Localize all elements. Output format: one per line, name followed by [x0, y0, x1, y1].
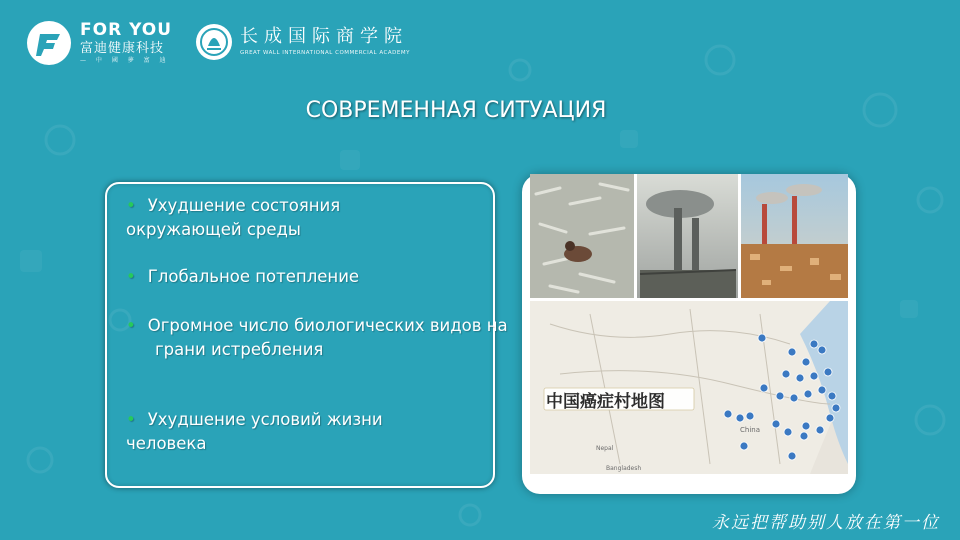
bullet-item: [126, 408, 386, 456]
academy-name: 长成国际商学院: [240, 26, 408, 47]
foryou-logo-icon: [26, 20, 72, 66]
dead-fish-photo: [530, 174, 634, 298]
pollution-collage: [530, 174, 848, 474]
map-label-china: China: [740, 426, 760, 434]
bullet-text: Ухудшение состояния окружающей среды: [126, 196, 341, 239]
academy-english-name: GREAT WALL INTERNATIONAL COMMERCIAL ACADEMY: [240, 50, 410, 56]
landfill-photo: [741, 174, 848, 298]
cancer-villages-map: [530, 301, 848, 474]
map-label-nepal: Nepal: [596, 445, 614, 452]
bullet-item: [126, 194, 426, 242]
bullet-text: Глобальное потепление: [147, 267, 360, 286]
bullet-marker: •: [126, 267, 136, 286]
bullet-marker: •: [126, 410, 136, 429]
pollution-collage-graphic: [530, 174, 848, 474]
bullet-marker: •: [126, 316, 136, 335]
academy-emblem-icon: [194, 22, 234, 62]
bullet-text: Огромное число биологических видов на грани истребления: [147, 316, 508, 359]
slide-title: СОВРЕМЕННАЯ СИТУАЦИЯ: [305, 98, 607, 123]
bullet-item: [126, 265, 466, 289]
map-label-bangladesh: Bangladesh: [606, 465, 642, 472]
map-title: 中国癌症村地图: [546, 392, 665, 412]
foryou-logo: [26, 20, 172, 66]
footer-slogan: 永远把帮助别人放在第一位: [712, 513, 940, 533]
bullet-item: [126, 314, 511, 362]
factory-smoke-photo: [637, 174, 738, 298]
academy-logo: [194, 22, 410, 62]
bullet-text: Ухудшение условий жизни человека: [126, 410, 383, 453]
bullet-marker: •: [126, 196, 136, 215]
brand-name: FOR YOU: [80, 20, 173, 40]
brand-subtitle: 富迪健康科技: [80, 41, 165, 56]
brand-tagline: — 中 國 夢 富 迪: [80, 57, 170, 64]
pollution-image-frame: [522, 174, 856, 494]
